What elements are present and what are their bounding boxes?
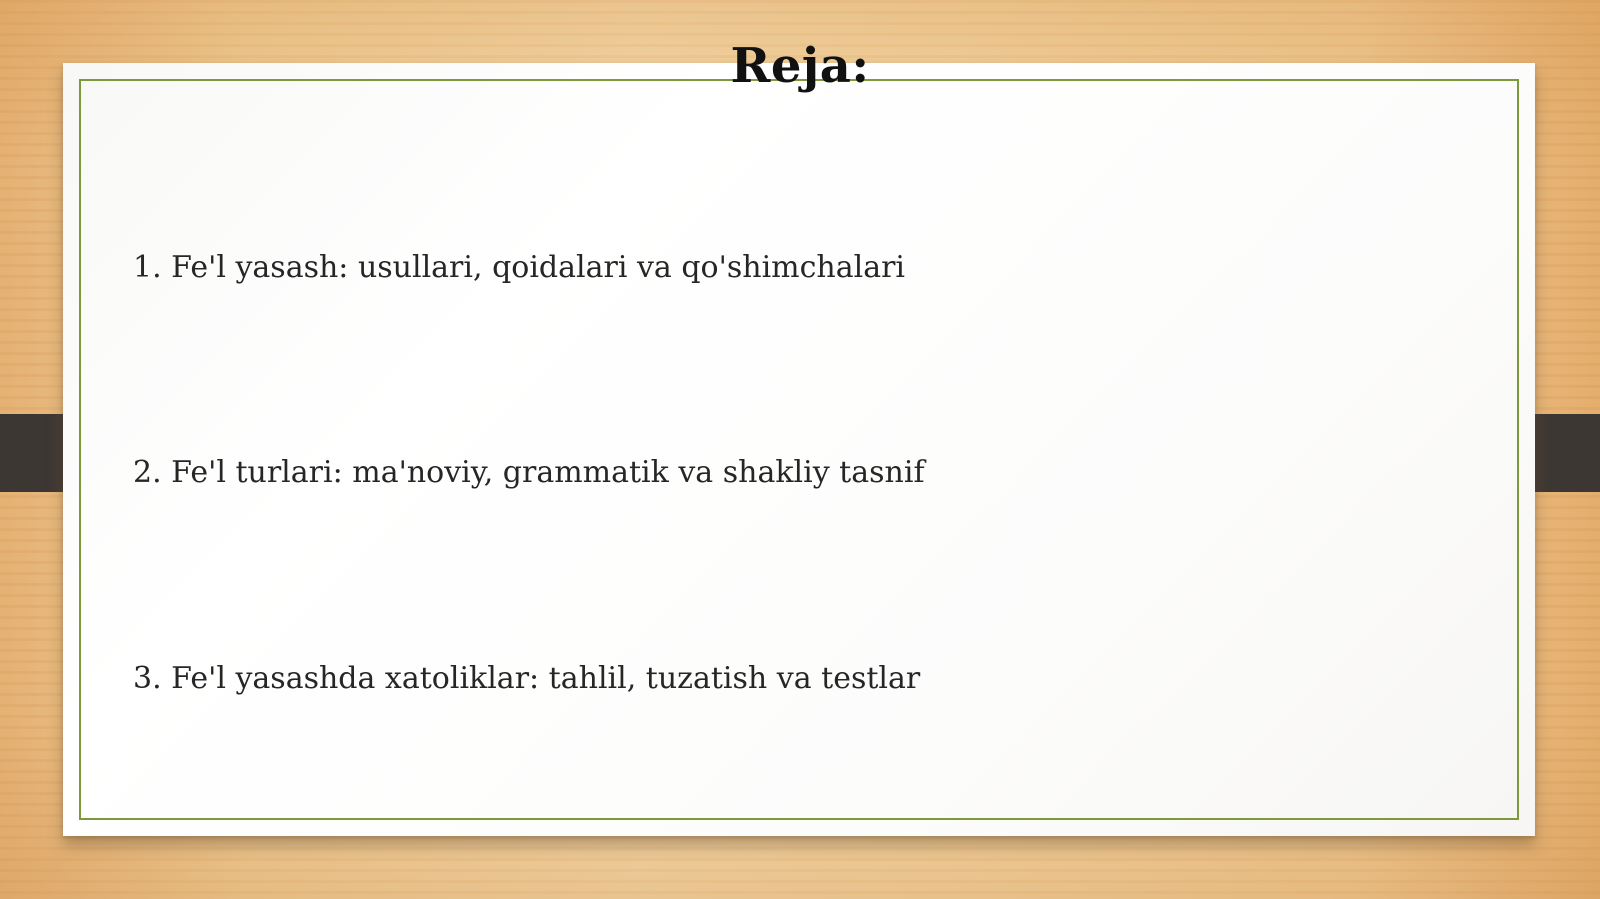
slide-title: [0, 38, 1600, 94]
slide-title-text: Reja:: [730, 38, 870, 94]
plan-item-1: 1. Fe'l yasash: usullari, qoidalari va qo'shimchalari: [133, 250, 906, 285]
slide-inner-frame: [79, 79, 1519, 820]
plan-item-2: 2. Fe'l turlari: ma'noviy, grammatik va shakliy tasnif: [133, 455, 925, 490]
slide-card: [63, 63, 1535, 836]
plan-item-3: 3. Fe'l yasashda xatoliklar: tahlil, tuzatish va testlar: [133, 661, 921, 696]
